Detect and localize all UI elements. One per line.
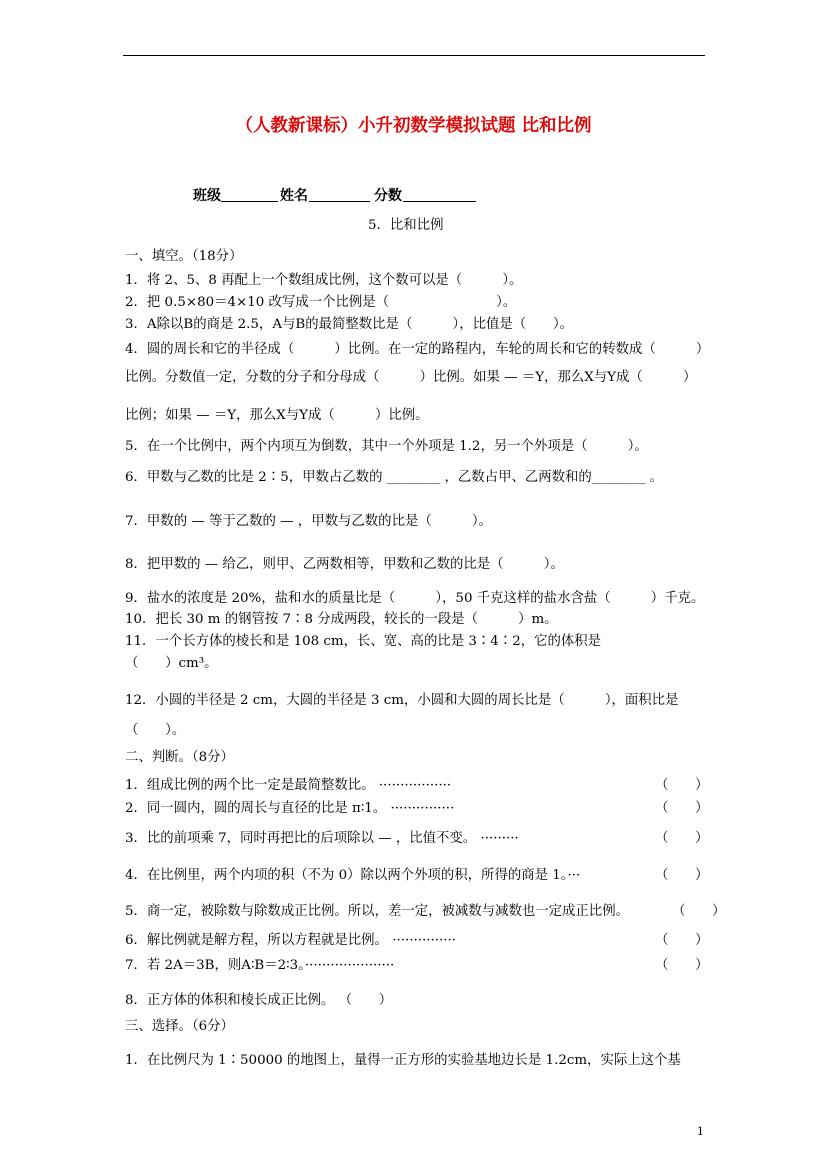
question-line: 11．一个长方体的棱长和是 108 cm，长、宽、高的比是 3∶4∶2，它的体积是	[125, 634, 602, 649]
question-line: 3．A除以B的商是 2.5，A与B的最简整数比是（ ），比值是（ ）。	[125, 317, 574, 332]
judge-line: 5．商一定，被除数与除数成正比例。所以，差一定，被减数与减数也一定成正比例。	[125, 904, 629, 919]
answer-bracket: （ ）	[672, 904, 726, 919]
judge-line: 1．组成比例的两个比一定是最简整数比。 ·················	[125, 778, 452, 793]
question-line: （ ）。	[125, 723, 186, 738]
class-label: 班级	[193, 188, 221, 204]
judge-line: 6．解比例就是解方程，所以方程就是比例。 ···············	[125, 933, 457, 948]
part2-heading: 二、判断。（8分）	[125, 750, 234, 765]
question-line: 12．小圆的半径是 2 cm，大圆的半径是 3 cm，小圆和大圆的周长比是（ ），面积比是	[125, 693, 679, 708]
document-title: （人教新课标）小升初数学模拟试题 比和比例	[235, 116, 592, 136]
answer-bracket: （ ）	[655, 778, 709, 793]
choice-line: 1．在比例尺为 1∶50000 的地图上，量得一正方形的实验基地边长是 1.2cm，实际上这个基	[125, 1053, 681, 1068]
answer-bracket: （ ）	[655, 831, 709, 846]
question-line: 5．在一个比例中，两个内项互为倒数，其中一个外项是 1.2，另一个外项是（ ）。	[125, 439, 648, 454]
question-line: 9．盐水的浓度是 20%，盐和水的质量比是（ ），50 千克这样的盐水含盐（ ）千克。	[125, 591, 705, 606]
question-line: 比例；如果 — ＝Y，那么X与Y成（ ）比例。	[125, 408, 429, 423]
answer-bracket: （ ）	[655, 958, 709, 973]
page-number: 1	[697, 1125, 704, 1138]
score-blank	[403, 201, 476, 202]
question-line: 7．甲数的 — 等于乙数的 — ，甲数与乙数的比是（ ）。	[125, 514, 492, 529]
answer-bracket: （ ）	[655, 801, 709, 816]
answer-bracket: （ ）	[655, 933, 709, 948]
section-title: 5．比和比例	[368, 218, 444, 233]
top-rule	[123, 55, 705, 56]
name-blank	[309, 201, 370, 202]
name-label: 姓名	[280, 188, 308, 204]
question-line: 10．把长 30 m 的钢管按 7∶8 分成两段，较长的一段是（ ）m。	[125, 612, 558, 627]
question-line: 6．甲数与乙数的比是 2∶5，甲数占乙数的 ________ ，乙数占甲、乙两数和的________ 。	[125, 470, 664, 485]
question-line: （ ）cm³。	[125, 656, 218, 671]
question-line: 8．把甲数的 — 给乙，则甲、乙两数相等，甲数和乙数的比是（ ）。	[125, 557, 564, 572]
judge-line: 2．同一圆内，圆的周长与直径的比是 π∶1。 ···············	[125, 801, 455, 816]
judge-line: 8．正方体的体积和棱长成正比例。 （ ）	[125, 993, 393, 1008]
part1-heading: 一、填空。（18分）	[125, 249, 243, 264]
answer-bracket: （ ）	[655, 868, 709, 883]
question-line: 1．将 2、5、8 再配上一个数组成比例，这个数可以是（ ）。	[125, 273, 523, 288]
question-line: 2．把 0.5×80＝4×10 改写成一个比例是（ ）。	[125, 295, 517, 310]
part3-heading: 三、选择。（6分）	[125, 1019, 234, 1034]
judge-line: 4．在比例里，两个内项的积（不为 0）除以两个外项的积，所得的商是 1。···	[125, 868, 581, 883]
question-line: 4．圆的周长和它的半径成（ ）比例。在一定的路程内，车轮的周长和它的转数成（ ）	[125, 342, 710, 357]
question-line: 比例。分数值一定，分数的分子和分母成（ ）比例。如果 — ＝Y，那么X与Y成（ ）	[125, 370, 697, 385]
judge-line: 7．若 2A＝3B，则A∶B＝2∶3。·····················	[125, 958, 395, 973]
judge-line: 3．比的前项乘 7，同时再把比的后项除以 — ，比值不变。 ·········	[125, 831, 519, 846]
score-label: 分数	[374, 188, 402, 204]
class-blank	[221, 201, 278, 202]
